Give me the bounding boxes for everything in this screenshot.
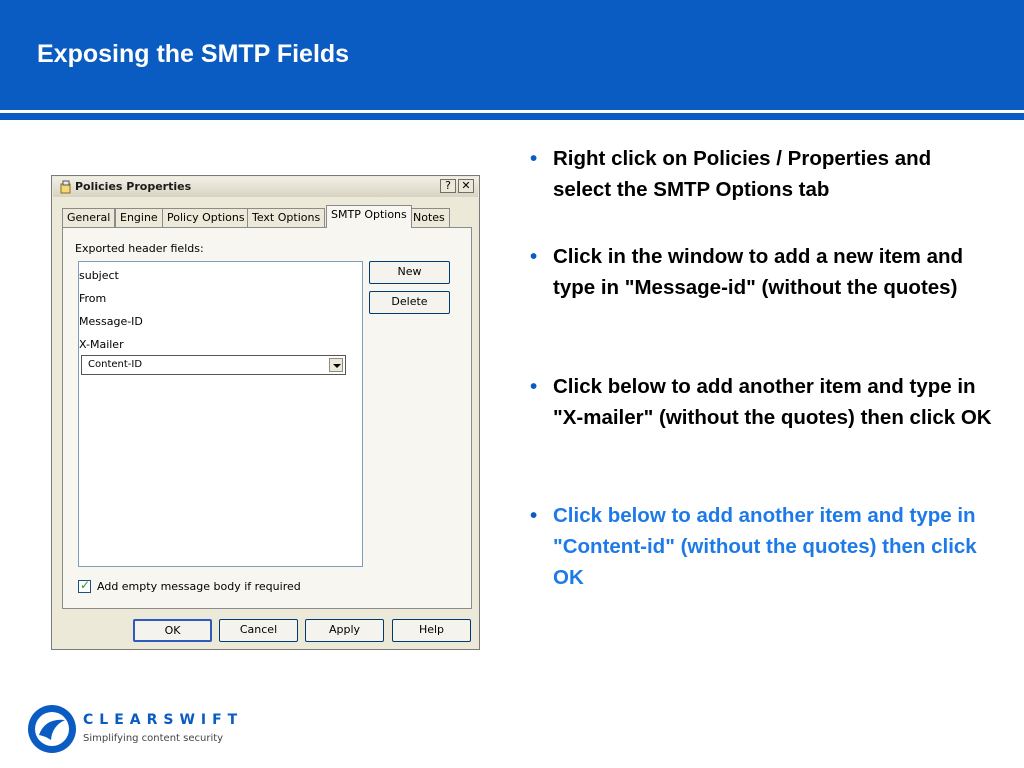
dialog-title: Policies Properties bbox=[75, 180, 192, 193]
instruction-text: Click in the window to add a new item and type in "Message-id" (without the quotes) bbox=[553, 245, 964, 299]
instruction-text: Right click on Policies / Properties and select the SMTP Options tab bbox=[553, 147, 932, 201]
list-item[interactable]: Message-ID bbox=[79, 315, 143, 328]
logo-wordmark: CLEARSWIFT bbox=[83, 712, 244, 728]
apply-button[interactable]: Apply bbox=[305, 619, 384, 642]
policy-icon bbox=[59, 180, 73, 194]
help-button[interactable]: Help bbox=[392, 619, 471, 642]
bullet-icon: • bbox=[530, 375, 538, 398]
tab-engine[interactable]: Engine bbox=[115, 208, 163, 227]
bullet-icon: • bbox=[530, 504, 538, 527]
logo-tagline: Simplifying content security bbox=[83, 733, 224, 744]
cancel-button[interactable]: Cancel bbox=[219, 619, 298, 642]
close-icon[interactable]: ✕ bbox=[458, 179, 474, 193]
instruction-text-highlighted: Click below to add another item and type in "Content-id" (without the quotes) then click OK bbox=[553, 504, 977, 589]
tab-general[interactable]: General bbox=[62, 208, 115, 227]
tab-text-options[interactable]: Text Options bbox=[247, 208, 325, 227]
empty-body-checkbox-label: Add empty message body if required bbox=[97, 580, 301, 593]
header-field-combo[interactable] bbox=[81, 355, 346, 375]
empty-body-checkbox[interactable] bbox=[78, 580, 91, 593]
exported-header-fields-label: Exported header fields: bbox=[75, 242, 204, 255]
chevron-down-icon[interactable] bbox=[329, 358, 343, 372]
ok-button[interactable]: OK bbox=[133, 619, 212, 642]
bullet-icon: • bbox=[530, 147, 538, 170]
tab-smtp-options[interactable]: SMTP Options bbox=[326, 205, 412, 228]
header-fields-list[interactable] bbox=[78, 261, 363, 567]
tab-policy-options[interactable]: Policy Options bbox=[162, 208, 250, 227]
dialog-titlebar[interactable] bbox=[53, 177, 478, 197]
list-item[interactable]: From bbox=[79, 292, 107, 305]
list-item[interactable]: X-Mailer bbox=[79, 338, 124, 351]
new-button[interactable]: New bbox=[369, 261, 450, 284]
swift-logo-icon bbox=[25, 702, 79, 756]
slide-header bbox=[0, 0, 1024, 110]
policies-properties-dialog bbox=[51, 175, 480, 650]
header-band bbox=[0, 113, 1024, 120]
list-item[interactable]: subject bbox=[79, 269, 119, 282]
tab-notes[interactable]: Notes bbox=[408, 208, 450, 227]
help-pin-icon[interactable]: ? bbox=[440, 179, 456, 193]
bullet-icon: • bbox=[530, 245, 538, 268]
delete-button[interactable]: Delete bbox=[369, 291, 450, 314]
slide-title: Exposing the SMTP Fields bbox=[37, 40, 350, 68]
instruction-text: Click below to add another item and type in "X-mailer" (without the quotes) then click OK bbox=[553, 375, 992, 429]
combo-value: Content-ID bbox=[88, 359, 143, 370]
clearswift-logo bbox=[25, 700, 255, 758]
smtp-options-panel bbox=[62, 227, 472, 609]
